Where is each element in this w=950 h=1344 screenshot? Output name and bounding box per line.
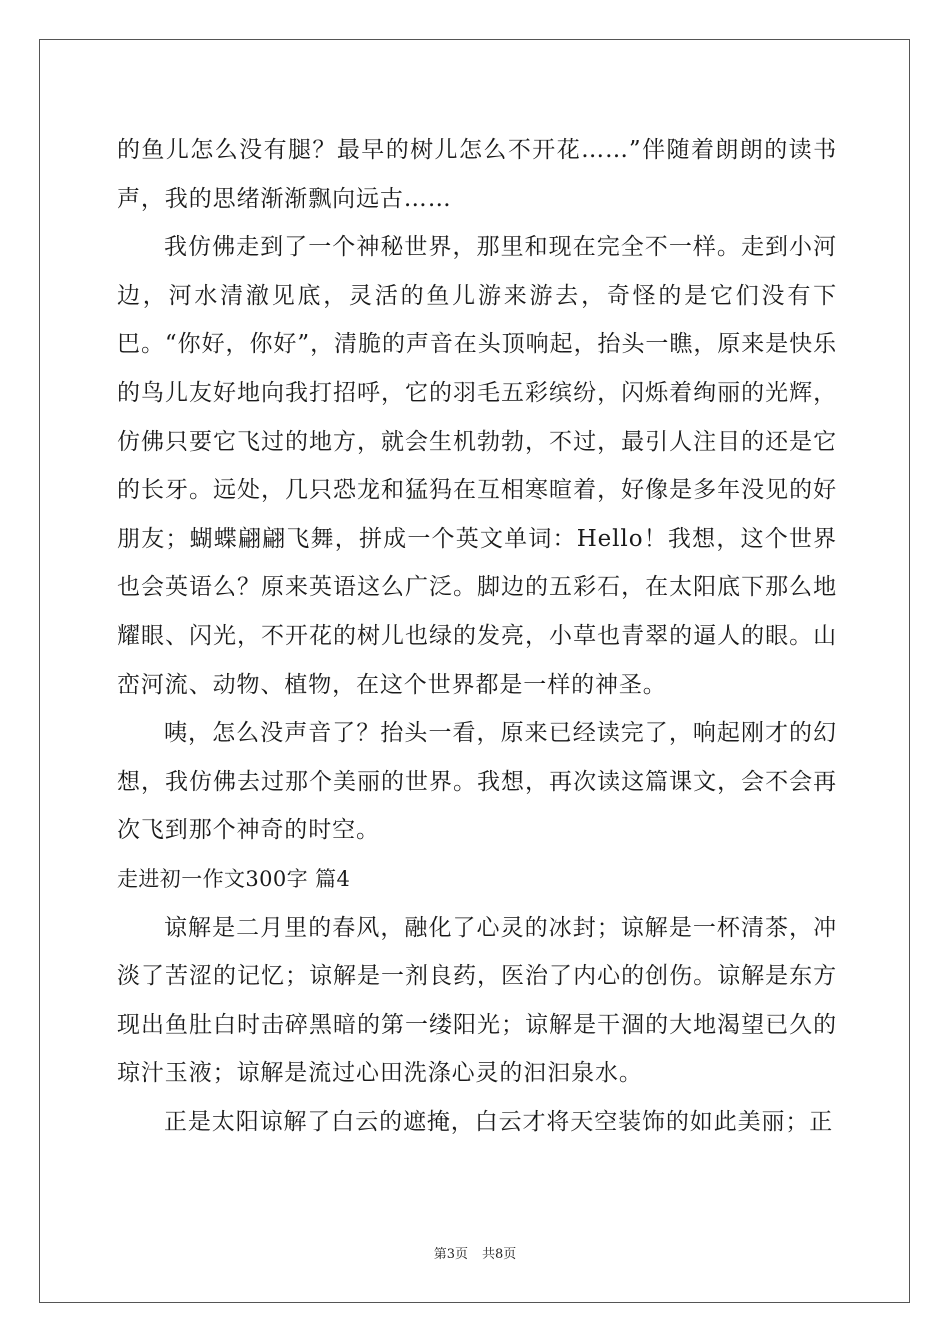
paragraph-4: 谅解是二月里的春风，融化了心灵的冰封；谅解是一杯清茶，冲淡了苦涩的记忆；谅解是一剂良药，医治了内心的创伤。谅解是东方现出鱼肚白时击碎黑暗的第一缕阳光；谅解是干涸的大地渴望已久的琼汁玉液；谅解是流过心田洗涤心灵的汩汩泉水。 xyxy=(117,914,837,1087)
paragraph-3: 咦，怎么没声音了？抬头一看，原来已经读完了，响起刚才的幻想，我仿佛去过那个美丽的世界。我想，再次读这篇课文，会不会再次飞到那个神奇的时空。 xyxy=(117,720,837,844)
section-heading: 走进初一作文300字 篇4 xyxy=(117,866,351,891)
page-number: 第3页 xyxy=(433,1247,468,1262)
page-total: 共8页 xyxy=(482,1247,517,1262)
page-footer xyxy=(0,1243,950,1262)
document-body xyxy=(117,126,837,1146)
paragraph-2: 我仿佛走到了一个神秘世界，那里和现在完全不一样。走到小河边，河水清澈见底，灵活的鱼儿游来游去，奇怪的是它们没有下巴。“你好，你好”，清脆的声音在头顶响起，抬头一瞧，原来是快乐的鸟儿友好地向我打招呼，它的羽毛五彩缤纷，闪烁着绚丽的光辉，仿佛只要它飞过的地方，就会生机勃勃，不过，最引人注目的还是它的长牙。远处，几只恐龙和猛犸在互相寒暄着，好像是多年没见的好朋友；蝴蝶翩翩飞舞，拼成一个英文单词：Hello！我想，这个世界也会英语么？原来英语这么广泛。脚边的五彩石，在太阳底下那么地耀眼、闪光，不开花的树儿也绿的发亮，小草也青翠的逼人的眼。山峦河流、动物、植物，在这个世界都是一样的神圣。 xyxy=(117,234,837,698)
paragraph-5: 正是太阳谅解了白云的遮掩，白云才将天空装饰的如此美丽；正 xyxy=(164,1108,834,1135)
paragraph-1: 的鱼儿怎么没有腿？最早的树儿怎么不开花……”伴随着朗朗的读书声，我的思绪渐渐飘向远古…… xyxy=(117,137,837,212)
